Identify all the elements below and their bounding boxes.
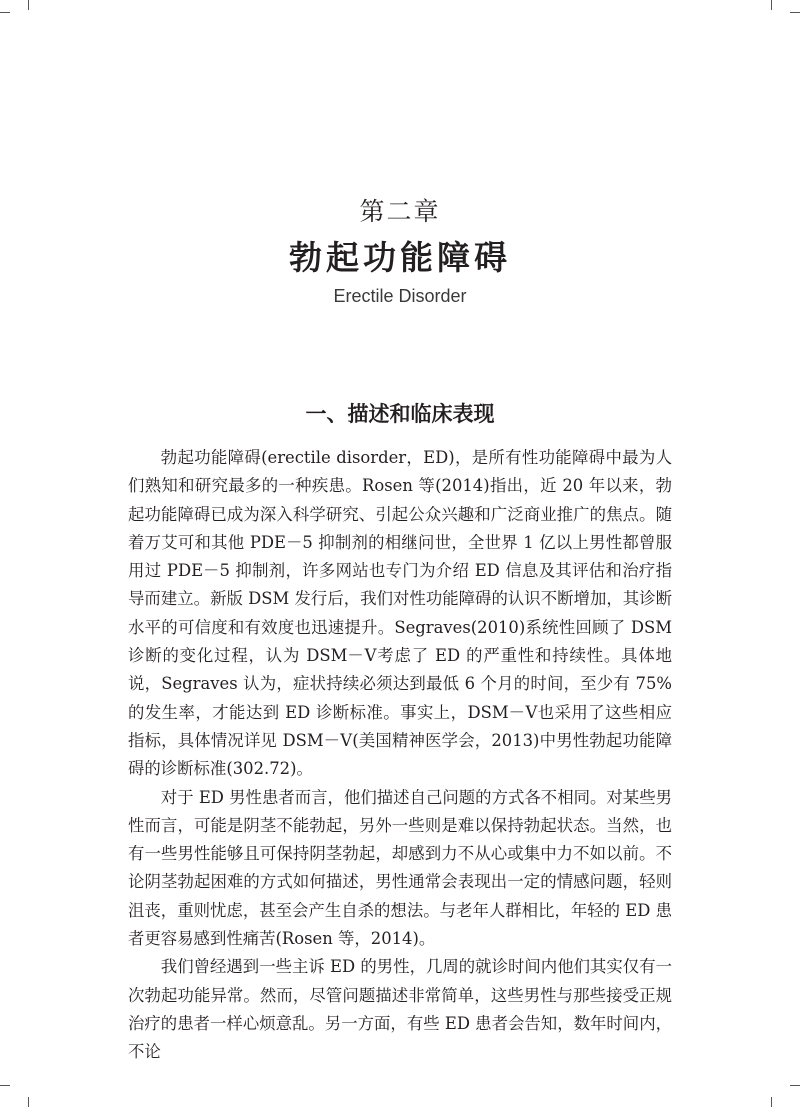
crop-mark-bottom-left-h — [0, 1085, 10, 1086]
paragraph: 对于 ED 男性患者而言，他们描述自己问题的方式各不相同。对某些男性而言，可能是阴茎不能勃起，另外一些则是难以保持勃起状态。当然，也有一些男性能够且可保持阴茎勃起，却感到力不从心或集中力不如以前。不论阴茎勃起困难的方式如何描述，男性通常会表现出一定的情感问题，轻则沮丧，重则忧虑，甚至会产生自杀的想法。与老年人群相比，年轻的 ED 患者更容易感到性痛苦(Rosen 等，2014)。 — [128, 787, 672, 949]
body-text — [128, 444, 672, 1067]
crop-mark-bottom-right-h — [790, 1085, 800, 1086]
section-heading: 一、描述和临床表现 — [305, 402, 495, 426]
chapter-subtitle: Erectile Disorder — [333, 286, 467, 306]
paragraph: 勃起功能障碍(erectile disorder，ED)，是所有性功能障碍中最为人们熟知和研究最多的一种疾患。Rosen 等(2014)指出，近 20 年以来，勃起功能障碍已成为深入科学研究、引起公众兴趣和广泛商业推广的焦点。随着万艾可和其他 PDE－5 抑制剂的相继问世，全世界 1 亿以上男性都曾服用过 PDE－5 抑制剂，许多网站也专门为介绍 ED 信息及其评估和治疗指导而建立。新版 DSM 发行后，我们对性功能障碍的认识不断增加，其诊断水平的可信度和有效度也迅速提升。Segraves(2010)系统性回顾了 DSM 诊断的变化过程，认为 DSM－Ⅴ考虑了 ED 的严重性和持续性。具体地说，Segraves 认为，症状持续必须达到最低 6 个月的时间，至少有 75%的发生率，才能达到 ED 诊断标准。事实上，DSM－Ⅴ也采用了这些相应指标，具体情况详见 DSM－Ⅴ(美国精神医学会，2013)中男性勃起功能障碍的诊断标准(302.72)。 — [128, 448, 672, 779]
crop-mark-top-right-h — [790, 12, 800, 13]
crop-mark-top-left-v — [28, 0, 29, 10]
crop-mark-bottom-left-v — [28, 1097, 29, 1107]
chapter-number: 第二章 — [359, 197, 441, 226]
chapter-title: 勃起功能障碍 — [289, 238, 511, 277]
crop-mark-top-right-v — [771, 0, 772, 10]
crop-mark-bottom-right-v — [771, 1097, 772, 1107]
paragraph: 我们曾经遇到一些主诉 ED 的男性，几周的就诊时间内他们其实仅有一次勃起功能异常。然而，尽管问题描述非常简单，这些男性与那些接受正规治疗的患者一样心烦意乱。另一方面，有些 ED 患者会告知，数年时间内，不论 — [128, 957, 672, 1062]
crop-mark-top-left-h — [0, 12, 10, 13]
